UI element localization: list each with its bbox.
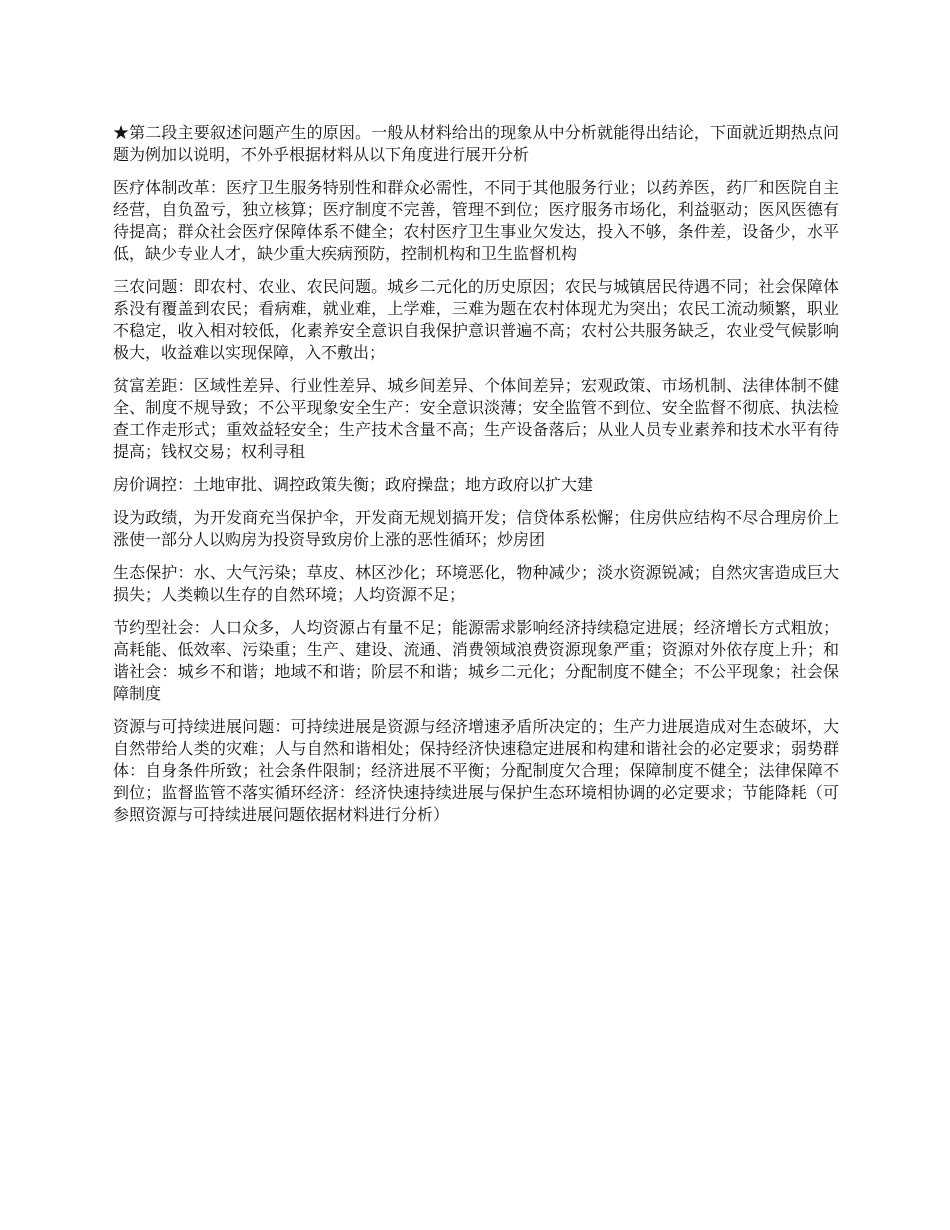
document-body <box>113 122 839 837</box>
paragraph-sannong: 三农问题：即农村、农业、农民问题。城乡二元化的历史原因；农民与城镇居民待遇不同；社会保障体系没有覆盖到农民；看病难，就业难，上学难，三难为题在农村体现尤为突出；农民工流动频繁，职业不稳定，收入相对较低，化素养安全意识自我保护意识普遍不高；农村公共服务缺乏，农业受气候影响极大，收益难以实现保障，入不敷出； <box>113 277 839 362</box>
paragraph-housing-control: 房价调控：土地审批、调控政策失衡；政府操盘；地方政府以扩大建 <box>113 475 594 494</box>
paragraph-wealth-gap: 贫富差距：区域性差异、行业性差异、城乡间差异、个体间差异；宏观政策、市场机制、法律体制不健全、制度不规导致；不公平现象安全生产：安全意识淡薄；安全监管不到位、安全监督不彻底、执法检查工作走形式；重效益轻安全；生产技术含量不高；生产设备落后；从业人员专业素养和技术水平有待提高；钱权交易；权利寻租 <box>113 376 839 461</box>
paragraph-housing-continued: 设为政绩，为开发商充当保护伞，开发商无规划搞开发；信贷体系松懈；住房供应结构不尽合理房价上涨使一部分人以购房为投资导致房价上涨的恶性循环；炒房团 <box>113 508 839 549</box>
paragraph-intro: ★第二段主要叙述问题产生的原因。一般从材料给出的现象从中分析就能得出结论，下面就近期热点问题为例加以说明，不外乎根据材料从以下角度进行展开分析 <box>113 123 839 164</box>
paragraph-medical-reform: 医疗体制改革：医疗卫生服务特别性和群众必需性，不同于其他服务行业；以药养医，药厂和医院自主经营，自负盈亏，独立核算；医疗制度不完善，管理不到位；医疗服务市场化，利益驱动；医风医德有待提高；群众社会医疗保障体系不健全；农村医疗卫生事业欠发达，投入不够，条件差，设备少，水平低，缺少专业人才，缺少重大疾病预防，控制机构和卫生监督机构 <box>113 178 839 263</box>
paragraph-ecology: 生态保护：水、大气污染；草皮、林区沙化；环境恶化，物种减少；淡水资源锐减；自然灾害造成巨大损失；人类赖以生存的自然环境；人均资源不足； <box>113 563 839 604</box>
paragraph-conservation-society: 节约型社会：人口众多，人均资源占有量不足；能源需求影响经济持续稳定进展；经济增长方式粗放；高耗能、低效率、污染重；生产、建设、流通、消费领域浪费资源现象严重；资源对外依存度上升；和谐社会：城乡不和谐；地域不和谐；阶层不和谐；城乡二元化；分配制度不健全；不公平现象；社会保障制度 <box>113 618 839 703</box>
paragraph-sustainable-development: 资源与可持续进展问题：可持续进展是资源与经济增速矛盾所决定的；生产力进展造成对生态破坏，大自然带给人类的灾难；人与自然和谐相处；保持经济快速稳定进展和构建和谐社会的必定要求；弱势群体：自身条件所致；社会条件限制；经济进展不平衡；分配制度欠合理；保障制度不健全；法律保障不到位；监督监管不落实循环经济：经济快速持续进展与保护生态环境相协调的必定要求；节能降耗（可参照资源与可持续进展问题依据材料进行分析） <box>113 717 839 824</box>
